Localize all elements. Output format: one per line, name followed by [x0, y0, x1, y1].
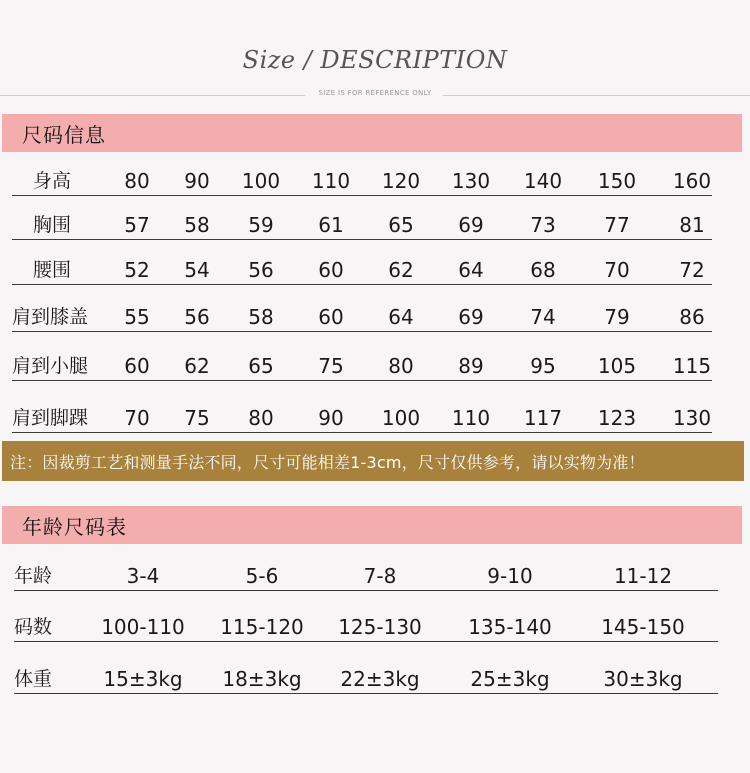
size-cell: 65 [248, 354, 274, 378]
size-cell: 70 [604, 258, 630, 282]
size-section-heading: 尺码信息 [22, 122, 106, 147]
size-cell: 150 [597, 169, 637, 193]
size-row [0, 166, 750, 196]
size-cell: 117 [523, 406, 563, 430]
row-underline [12, 239, 712, 240]
size-row-label: 身高 [33, 170, 72, 192]
size-cell: 68 [530, 258, 556, 282]
size-section-heading-bar [2, 114, 742, 152]
size-cell: 86 [679, 305, 705, 329]
size-row-label: 肩到膝盖 [12, 306, 89, 328]
size-row-label: 肩到脚踝 [12, 407, 89, 429]
row-underline [12, 195, 712, 196]
age-row-label: 码数 [14, 616, 53, 638]
age-cell: 11-12 [613, 564, 673, 588]
size-cell: 64 [388, 305, 414, 329]
size-cell: 56 [184, 305, 210, 329]
size-cell: 89 [458, 354, 484, 378]
age-cell: 100-110 [101, 615, 185, 639]
page-subtitle: SIZE IS FOR REFERENCE ONLY [318, 89, 432, 97]
size-cell: 105 [597, 354, 637, 378]
size-cell: 130 [672, 406, 712, 430]
size-cell: 110 [451, 406, 491, 430]
age-row [0, 612, 750, 642]
size-cell: 79 [604, 305, 630, 329]
note-text: 注：因裁剪工艺和测量手法不同，尺寸可能相差1-3cm，尺寸仅供参考，请以实物为准！ [10, 452, 645, 472]
age-cell: 30±3kg [603, 667, 683, 691]
age-row-label: 年龄 [14, 565, 53, 587]
size-cell: 130 [451, 169, 491, 193]
size-cell: 56 [248, 258, 274, 282]
size-cell: 70 [124, 406, 150, 430]
size-cell: 55 [124, 305, 150, 329]
row-underline [12, 380, 712, 381]
size-cell: 80 [124, 169, 150, 193]
age-cell: 9-10 [487, 564, 533, 588]
age-cell: 145-150 [601, 615, 685, 639]
size-cell: 69 [458, 213, 484, 237]
size-cell: 123 [597, 406, 637, 430]
size-cell: 72 [679, 258, 705, 282]
age-row [0, 561, 750, 591]
size-cell: 75 [318, 354, 344, 378]
age-cell: 18±3kg [222, 667, 302, 691]
size-cell: 60 [318, 305, 344, 329]
row-underline [12, 284, 712, 285]
size-cell: 57 [124, 213, 150, 237]
size-cell: 90 [318, 406, 344, 430]
size-row [0, 403, 750, 433]
size-cell: 90 [184, 169, 210, 193]
size-cell: 65 [388, 213, 414, 237]
size-cell: 60 [318, 258, 344, 282]
size-cell: 160 [672, 169, 712, 193]
row-underline [12, 432, 712, 433]
size-row-label: 腰围 [33, 259, 72, 281]
size-cell: 75 [184, 406, 210, 430]
size-row [0, 210, 750, 240]
size-cell: 80 [388, 354, 414, 378]
size-cell: 62 [184, 354, 210, 378]
size-row [0, 351, 750, 381]
size-row-label: 胸围 [33, 214, 72, 236]
size-cell: 74 [530, 305, 556, 329]
age-row [0, 664, 750, 694]
age-cell: 5-6 [245, 564, 279, 588]
age-cell: 3-4 [126, 564, 160, 588]
size-row-label: 肩到小腿 [12, 355, 89, 377]
size-cell: 95 [530, 354, 556, 378]
size-cell: 52 [124, 258, 150, 282]
row-underline [14, 641, 718, 642]
size-cell: 69 [458, 305, 484, 329]
age-cell: 25±3kg [470, 667, 550, 691]
size-cell: 58 [248, 305, 274, 329]
size-cell: 80 [248, 406, 274, 430]
size-cell: 81 [679, 213, 705, 237]
size-cell: 120 [381, 169, 421, 193]
age-section-heading: 年龄尺码表 [22, 514, 127, 539]
page-title: Size / DESCRIPTION [242, 46, 508, 74]
age-cell: 135-140 [468, 615, 552, 639]
row-underline [12, 331, 712, 332]
row-underline [14, 590, 718, 591]
size-cell: 59 [248, 213, 274, 237]
size-row [0, 255, 750, 285]
size-cell: 73 [530, 213, 556, 237]
size-cell: 100 [241, 169, 281, 193]
size-cell: 62 [388, 258, 414, 282]
size-cell: 100 [381, 406, 421, 430]
note-bar [2, 441, 744, 481]
size-cell: 64 [458, 258, 484, 282]
age-cell: 7-8 [363, 564, 397, 588]
size-cell: 58 [184, 213, 210, 237]
size-row [0, 302, 750, 332]
size-cell: 54 [184, 258, 210, 282]
size-cell: 115 [672, 354, 712, 378]
row-underline [14, 693, 718, 694]
age-cell: 115-120 [220, 615, 304, 639]
size-cell: 61 [318, 213, 344, 237]
age-cell: 15±3kg [103, 667, 183, 691]
age-section-heading-bar [2, 506, 742, 544]
size-cell: 110 [311, 169, 351, 193]
age-cell: 22±3kg [340, 667, 420, 691]
size-cell: 60 [124, 354, 150, 378]
age-cell: 125-130 [338, 615, 422, 639]
size-cell: 140 [523, 169, 563, 193]
size-cell: 77 [604, 213, 630, 237]
age-row-label: 体重 [14, 668, 53, 690]
